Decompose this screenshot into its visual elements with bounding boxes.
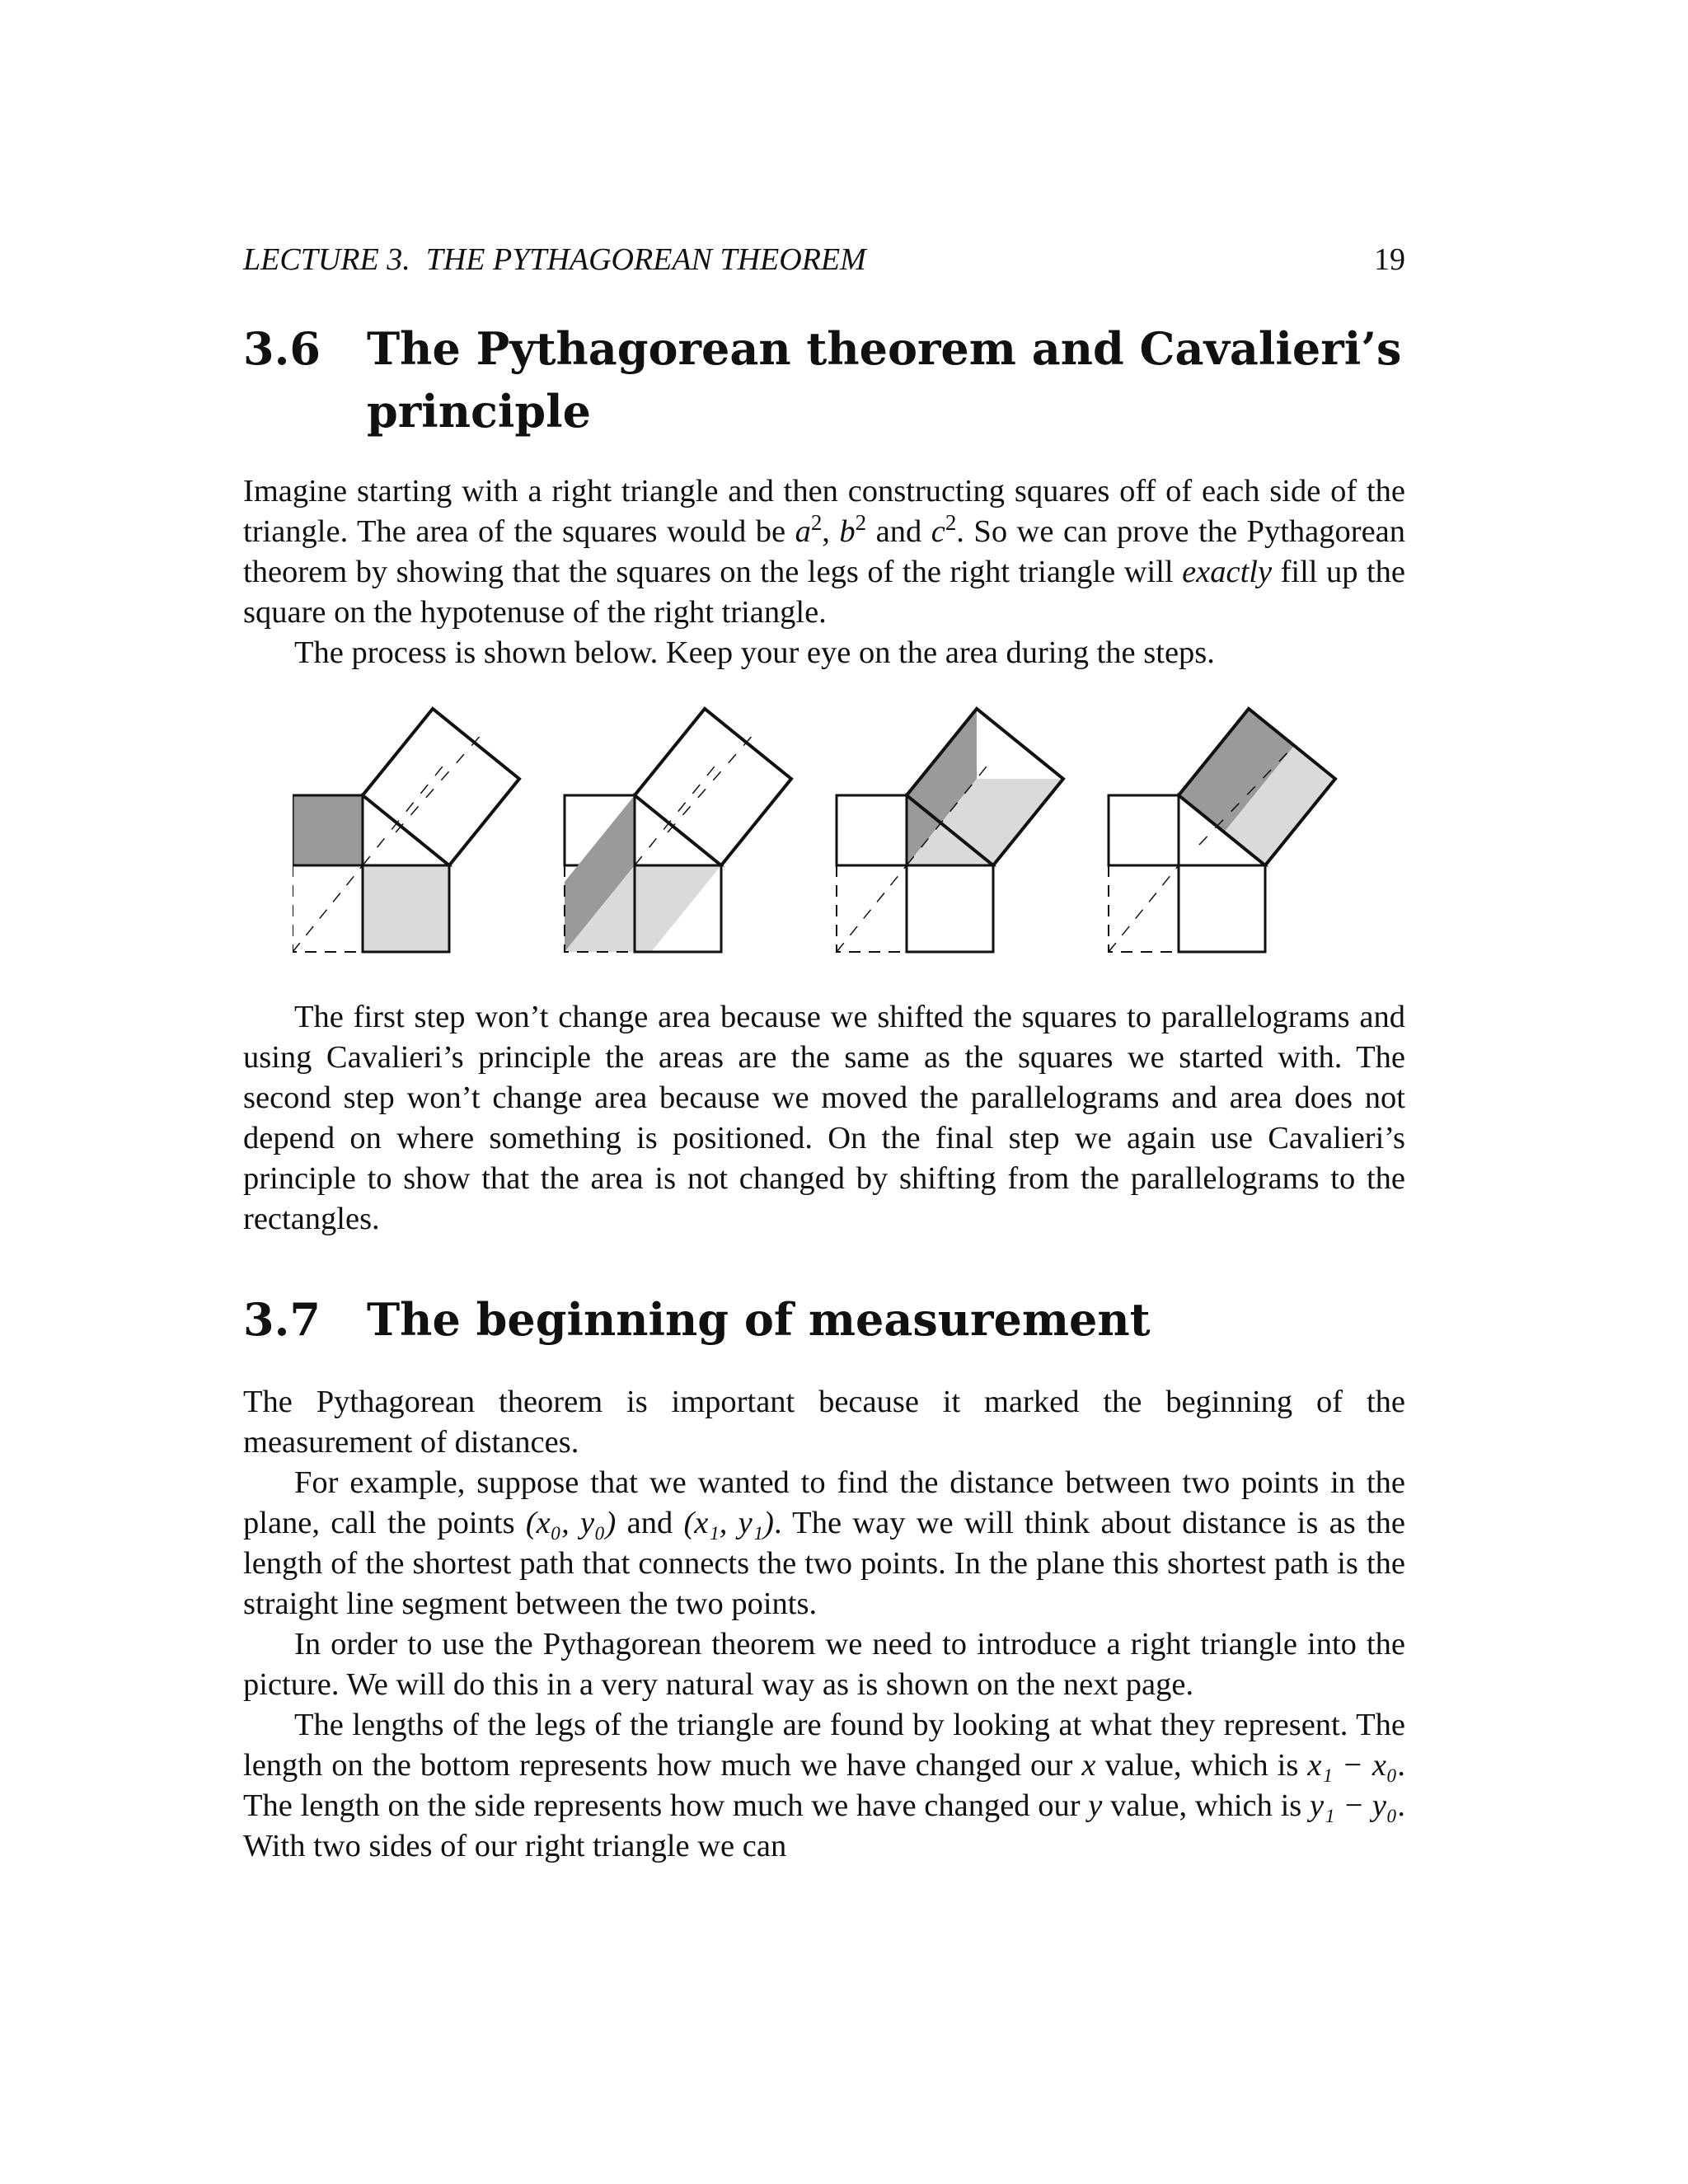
paragraph: The process is shown below. Keep your eye on the area during the steps. [294,635,1215,670]
text-run: value, which is [1095,1748,1308,1783]
text-run: . The length on the side represents how much we have changed our [243,1748,1405,1823]
section-heading-3-6 [243,317,1455,443]
section-number: 3.7 [243,1293,321,1346]
math-delta-x: x₁ − x₀ [1307,1748,1398,1783]
math-delta-y: y₁ − y₀ [1310,1788,1398,1823]
section-number: 3.6 [243,322,321,375]
dashed-diagonal [293,865,363,952]
square-b-outline [907,865,993,952]
triangle [635,795,721,865]
text-run: and [866,514,931,549]
text-run: , [822,514,840,549]
section-3-7-body [243,1382,1405,1867]
square-a-outline [837,795,907,865]
section-title: The beginning of measurement [367,1293,1151,1346]
text-run: and [616,1506,684,1540]
page-number: 19 [1374,242,1405,277]
paragraph [243,471,1405,633]
figure-panel-3 [837,709,1063,952]
square-a-dark [293,795,363,865]
dashed-guide [363,758,449,865]
running-title: LECTURE 3. THE PYTHAGOREAN THEOREM [243,242,866,277]
section-title: The Pythagorean theorem and Cavalieri’s principle [367,322,1402,438]
dashed-guide [668,733,754,832]
square-b-outline [1179,865,1265,952]
text-run: Imagine starting with a right triangle and then constructing squares off of each side of the triangle. The area of the squares would be [243,474,1405,549]
emphasis: exactly [1182,555,1273,589]
dashed-diagonal [837,865,907,952]
paragraph [243,1705,1405,1867]
square-b-light [363,865,449,952]
section-3-6-explanation [243,997,1405,1240]
paragraph: The first step won’t change area because we shifted the squares to parallelograms and using Cavalieri’s principle the areas are the same as the squares we started with. The second step won’t change area because we moved the parallelograms and area does not depend on where something is positioned. On the final step we again use Cavalieri’s principle to show that the area is not changed by shifting from the parallelograms to the rectangles. [243,1000,1405,1236]
section-3-6-intro [243,471,1405,673]
math-point-1: (x₁, y₁) [683,1506,774,1540]
text-run: For example, suppose that we wanted to find the distance between two points in the plane, call the points [243,1465,1405,1540]
math-a: a [795,514,811,549]
superscript: 2 [855,510,867,536]
paragraph: In order to use the Pythagorean theorem we need to introduce a right triangle into the picture. We will do this in a very natural way as is shown on the next page. [243,1627,1405,1702]
math-point-0: (x₀, y₀) [525,1506,617,1540]
superscript: 2 [945,510,957,536]
square-a-outline [1109,795,1179,865]
figure-panel-2 [565,709,791,952]
text-run: . With two sides of our right triangle we can [243,1788,1405,1863]
section-heading-3-7 [243,1288,1455,1351]
dashed-guide [635,758,721,865]
figure-panel-1 [293,709,519,952]
math-x: x [1081,1748,1096,1783]
text-run: . So we can prove the Pythagorean theorem by showing that the squares on the legs of the right triangle will [243,514,1405,589]
paragraph: The Pythagorean theorem is important because it marked the beginning of the measurement of distances. [243,1385,1405,1460]
cavalieri-figure [293,701,1364,972]
text-run: The lengths of the legs of the triangle are found by looking at what they represent. The length on the bottom represents how much we have changed our [243,1708,1405,1783]
running-head [243,241,1405,278]
figure-panel-4 [1109,709,1335,952]
text-run: . The way we will think about distance is as the length of the shortest path that connects the two points. In the plane this shortest path is the straight line segment between the two points. [243,1506,1406,1621]
dashed-guide [396,733,482,832]
paragraph [243,1463,1405,1624]
text-run: fill up the square on the hypotenuse of the right triangle. [243,555,1405,630]
math-y: y [1088,1788,1103,1823]
superscript: 2 [810,510,823,536]
math-c: c [931,514,945,549]
dashed-diagonal [1109,865,1179,952]
math-b: b [839,514,856,549]
square-c-outline [635,709,791,865]
triangle [363,795,449,865]
text-run: value, which is [1102,1788,1311,1823]
square-c-outline [363,709,519,865]
